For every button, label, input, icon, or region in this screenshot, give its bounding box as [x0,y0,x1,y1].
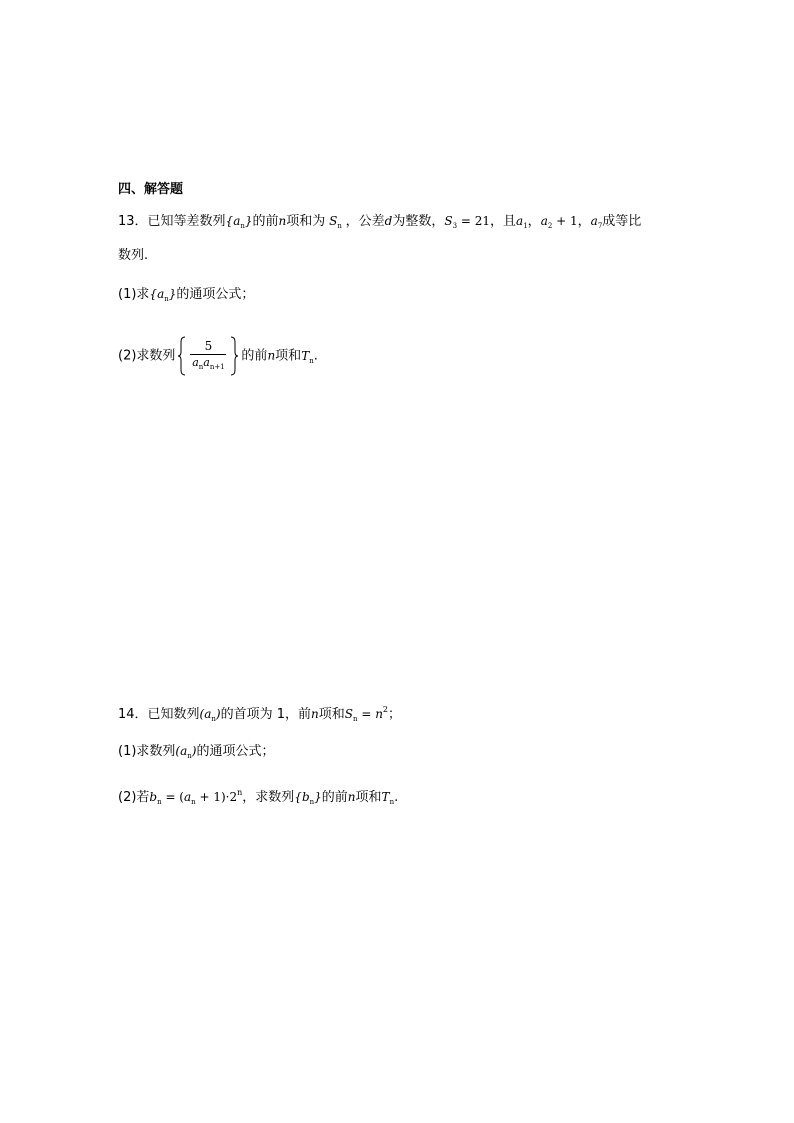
q13-part-1: (1)求$\{a_n\}$的通项公式； [118,287,255,303]
q13-statement-cont: 数列. [118,248,149,263]
q14-statement: 14．已知数列$(a_n)$的首项为 1，前n项和$S_n = n^2$； [118,705,402,723]
q14-part-1: (1)求数列$(a_n)$的通项公式； [118,744,275,760]
q13-statement: 13．已知等差数列$\{a_n\}$的前n项和为 $S_n$ ，公差d为整数，$S_3 = 21$，且$a_1$，$a_2 + 1$，$a_7$成等比 [118,214,642,230]
q13-part-2: (2)求数列 5 $a_na_{n+1}$ 的前n项和$T_n$. [118,336,318,376]
left-brace-icon [177,336,187,376]
section-title: 四、解答题 [118,182,184,197]
q14-part-2: (2)若$b_n = (a_n + 1)\cdot 2^n$，求数列$\{b_n\}$的前n项和$T_n$. [118,788,399,806]
right-brace-icon [229,336,239,376]
fraction-expression: 5 $a_na_{n+1}$ [177,336,239,376]
math-seq-an: $\{a_n\}$ [225,214,253,230]
